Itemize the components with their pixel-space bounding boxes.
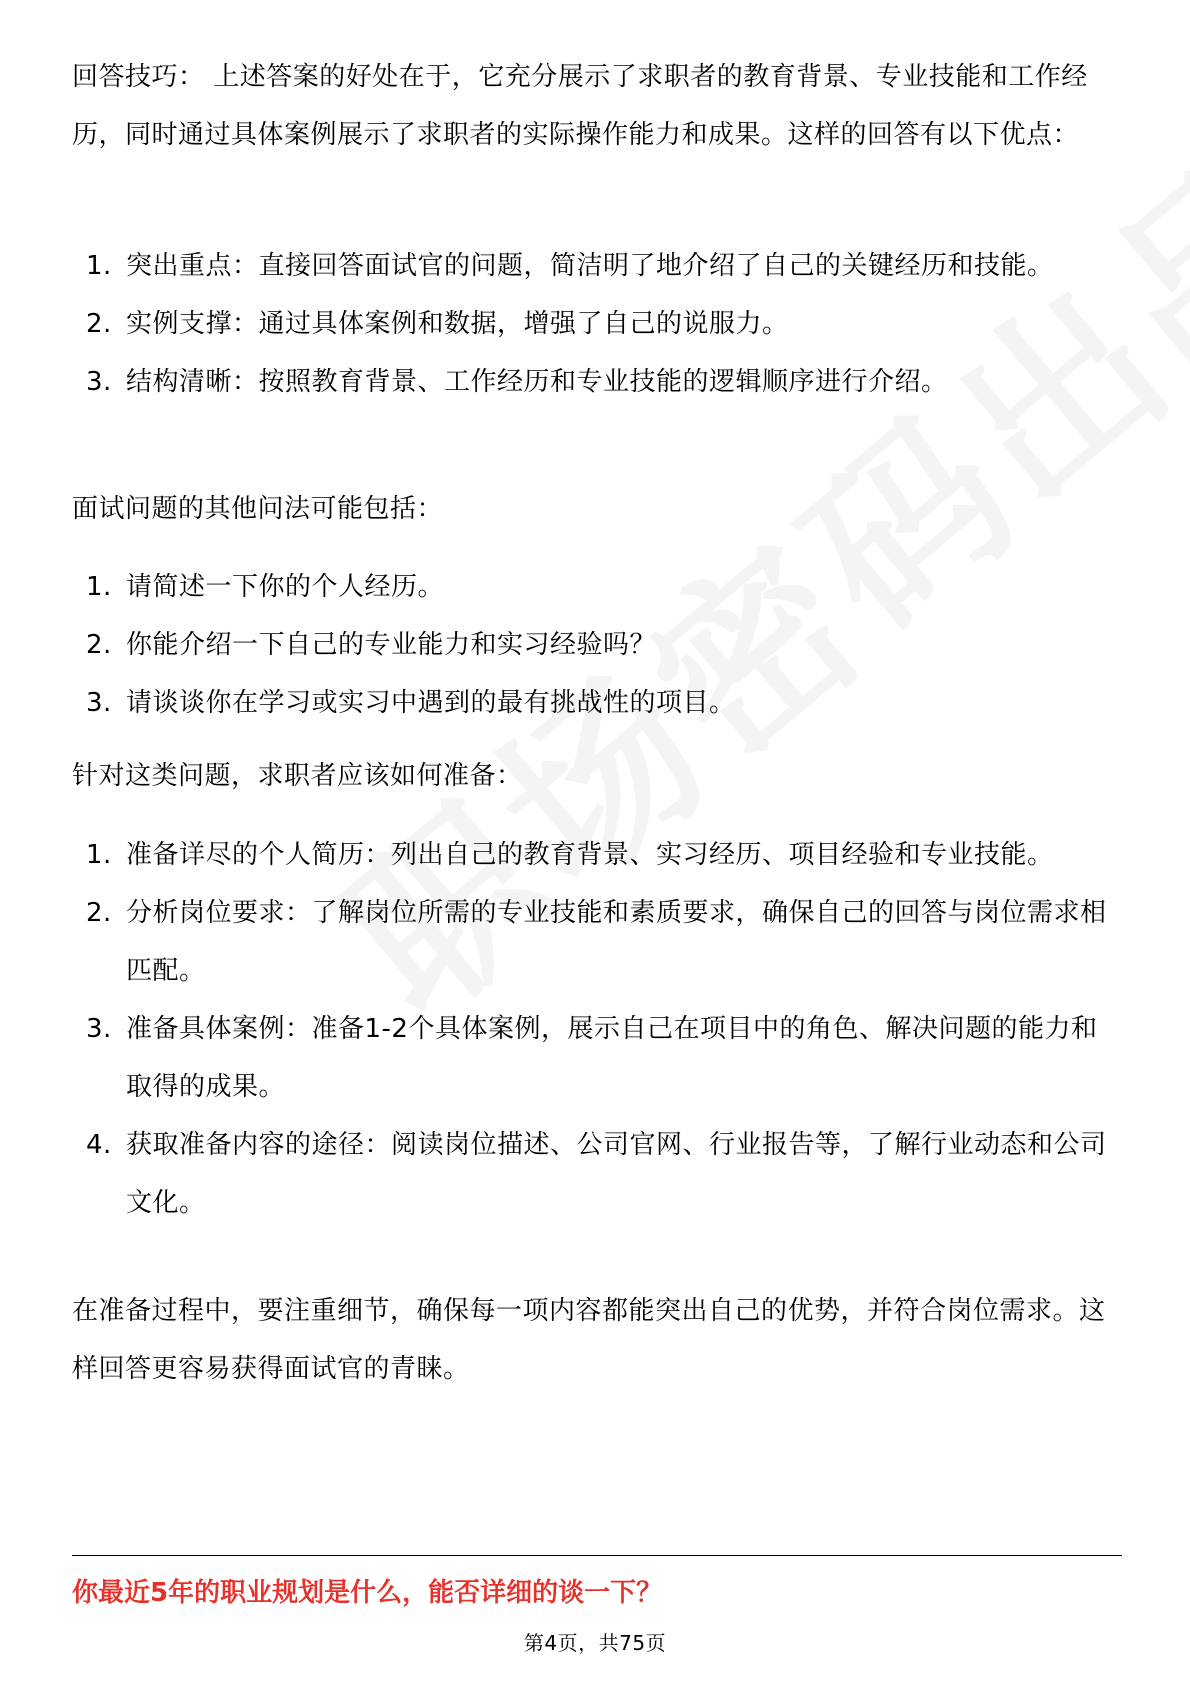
list-item: 1. 请简述一下你的个人经历。 <box>86 572 445 602</box>
list-item: 3. 结构清晰：按照教育背景、工作经历和专业技能的逻辑顺序进行介绍。 <box>86 367 948 397</box>
list-item: 3. 准备具体案例：准备1-2个具体案例，展示自己在项目中的角色、解决问题的能力和取得的成果。 <box>86 1014 1098 1102</box>
list-item: 2. 你能介绍一下自己的专业能力和实习经验吗？ <box>86 630 657 660</box>
list-item: 3. 请谈谈你在学习或实习中遇到的最有挑战性的项目。 <box>86 688 736 718</box>
advantages-list <box>72 237 1122 411</box>
next-question-heading: 你最近5年的职业规划是什么，能否详细的谈一下？ <box>72 1578 663 1608</box>
preparation-list <box>72 826 1122 1232</box>
alt-questions-list <box>72 558 1122 732</box>
alt-questions-heading: 面试问题的其他问法可能包括： <box>72 494 444 524</box>
list-item: 2. 实例支撑：通过具体案例和数据，增强了自己的说服力。 <box>86 309 789 339</box>
list-item: 1. 突出重点：直接回答面试官的问题，简洁明了地介绍了自己的关键经历和技能。 <box>86 251 1054 281</box>
closing-paragraph: 在准备过程中，要注重细节，确保每一项内容都能突出自己的优势，并符合岗位需求。这样回答更容易获得面试官的青睐。 <box>72 1296 1106 1384</box>
list-item: 4. 获取准备内容的途径：阅读岗位描述、公司官网、行业报告等，了解行业动态和公司文化。 <box>86 1130 1107 1218</box>
intro-paragraph: 回答技巧： 上述答案的好处在于，它充分展示了求职者的教育背景、专业技能和工作经历，同时通过具体案例展示了求职者的实际操作能力和成果。这样的回答有以下优点： <box>72 62 1088 150</box>
list-item: 2. 分析岗位要求：了解岗位所需的专业技能和素质要求，确保自己的回答与岗位需求相匹配。 <box>86 898 1107 986</box>
preparation-heading: 针对这类问题，求职者应该如何准备： <box>72 761 523 791</box>
list-item: 1. 准备详尽的个人简历：列出自己的教育背景、实习经历、项目经验和专业技能。 <box>86 840 1054 870</box>
section-divider <box>72 1555 1122 1556</box>
page-number-footer: 第4页，共75页 <box>523 1631 667 1655</box>
